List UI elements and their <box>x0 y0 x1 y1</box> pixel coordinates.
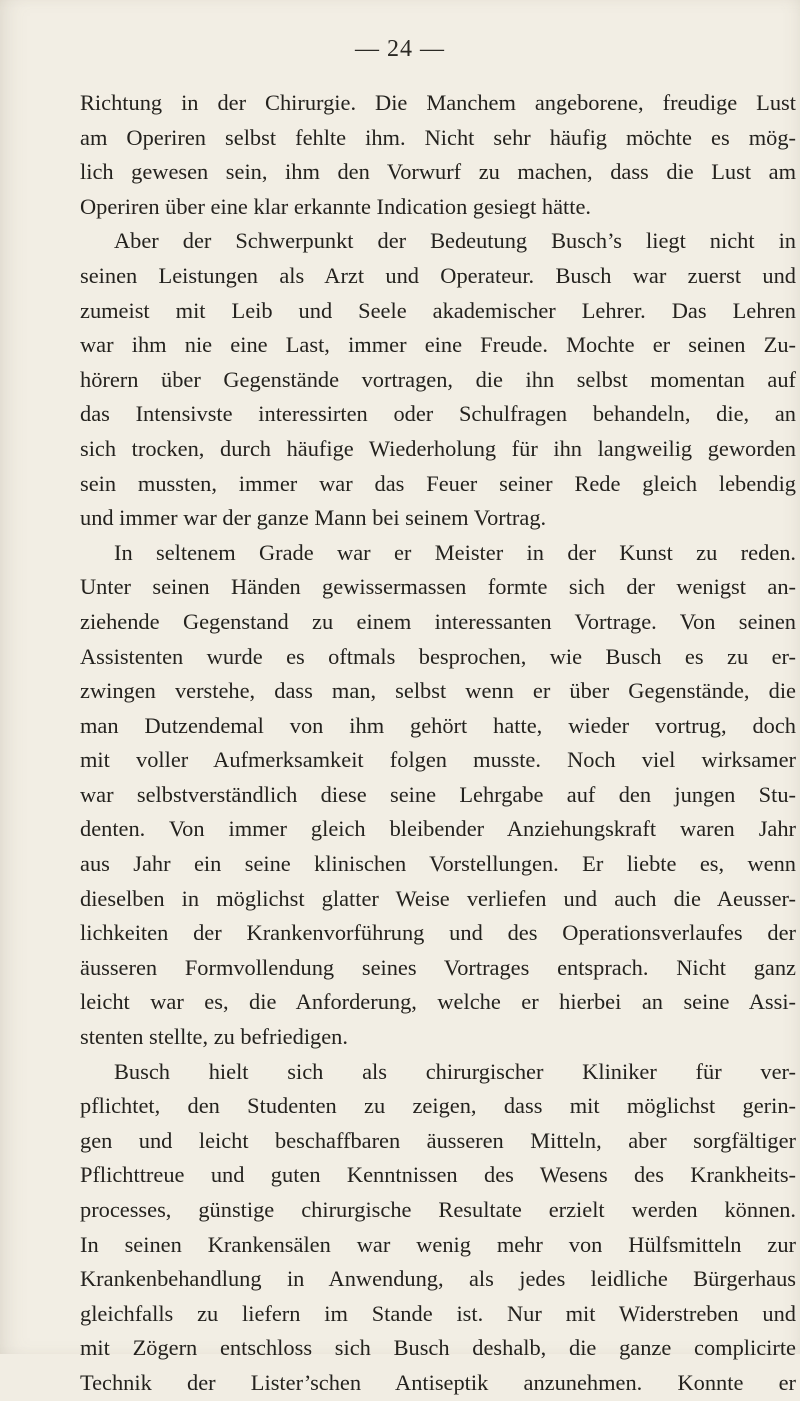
text-line: Assistenten wurde es oftmals besprochen, wie Busch es zu er- <box>80 643 796 669</box>
text-line: denten. Von immer gleich bleibender Anziehungskraft waren Jahr <box>80 816 796 842</box>
text-line: seinen Leistungen als Arzt und Operateur. Busch war zuerst und <box>80 262 796 288</box>
text-line: lich gewesen sein, ihm den Vorwurf zu machen, dass die Lust am <box>80 159 796 185</box>
text-line: war ihm nie eine Last, immer eine Freude. Mochte er seinen Zu- <box>80 332 796 358</box>
text-line: lichkeiten der Krankenvorführung und des Operationsverlaufes der <box>80 920 796 946</box>
page-number: — 24 — <box>355 36 445 62</box>
text-line: Aber der Schwerpunkt der Bedeutung Busch’s liegt nicht in <box>114 228 796 254</box>
text-line: ziehende Gegenstand zu einem interessanten Vortrage. Von seinen <box>80 608 796 634</box>
text-line: dieselben in möglichst glatter Weise verliefen und auch die Aeusser- <box>80 885 796 911</box>
text-line: In seltenem Grade war er Meister in der Kunst zu reden. <box>114 539 796 565</box>
text-line: Richtung in der Chirurgie. Die Manchem angeborene, freudige Lust <box>80 90 796 115</box>
text-line: Krankenbehandlung in Anwendung, als jedes leidliche Bürgerhaus <box>80 1266 796 1292</box>
text-line: äusseren Formvollendung seines Vortrages entsprach. Nicht ganz <box>80 954 796 980</box>
text-line: sein mussten, immer war das Feuer seiner Rede gleich lebendig <box>80 470 796 496</box>
text-line: Operiren über eine klar erkannte Indication gesiegt hätte. <box>80 193 592 219</box>
text-line: leicht war es, die Anforderung, welche er hierbei an seine Assi- <box>80 989 796 1015</box>
text-line: pflichtet, den Studenten zu zeigen, dass mit möglichst gerin- <box>80 1093 796 1119</box>
text-line: gleichfalls zu liefern im Stande ist. Nur mit Widerstreben und <box>80 1300 796 1326</box>
text-line: das Intensivste interessirten oder Schulfragen behandeln, die, an <box>80 401 796 427</box>
text-line: man Dutzendemal von ihm gehört hatte, wieder vortrug, doch <box>80 712 796 738</box>
body-text <box>80 86 796 1401</box>
text-line: Unter seinen Händen gewissermassen formte sich der wenigst an- <box>80 574 796 600</box>
text-line: zwingen verstehe, dass man, selbst wenn er über Gegenstände, die <box>80 678 796 704</box>
text-line: sich trocken, durch häufige Wiederholung für ihn langweilig geworden <box>80 435 796 461</box>
text-line: und immer war der ganze Mann bei seinem Vortrag. <box>80 505 547 531</box>
text-line: zumeist mit Leib und Seele akademischer Lehrer. Das Lehren <box>80 297 796 323</box>
text-line: war selbstverständlich diese seine Lehrgabe auf den jungen Stu- <box>80 781 796 807</box>
text-line: gen und leicht beschaffbaren äusseren Mitteln, aber sorgfältiger <box>80 1127 796 1153</box>
text-line: stenten stellte, zu befriedigen. <box>80 1024 348 1050</box>
text-line: Pflichttreue und guten Kenntnissen des Wesens des Krankheits- <box>80 1162 796 1188</box>
text-line: In seinen Krankensälen war wenig mehr von Hülfsmitteln zur <box>80 1231 796 1257</box>
text-line: Busch hielt sich als chirurgischer Kliniker für ver- <box>114 1058 796 1084</box>
text-line: processes, günstige chirurgische Resultate erzielt werden können. <box>80 1197 796 1222</box>
text-line: mit voller Aufmerksamkeit folgen musste. Noch viel wirksamer <box>80 747 796 773</box>
text-line: am Operiren selbst fehlte ihm. Nicht sehr häufig möchte es mög- <box>80 124 796 150</box>
text-line: mit Zögern entschloss sich Busch deshalb, die ganze complicirte <box>80 1335 796 1361</box>
text-line: aus Jahr ein seine klinischen Vorstellungen. Er liebte es, wenn <box>80 851 796 877</box>
text-line: hörern über Gegenstände vortragen, die ihn selbst momentan auf <box>80 366 796 392</box>
text-line: Technik der Lister’schen Antiseptik anzunehmen. Konnte er <box>80 1369 796 1395</box>
